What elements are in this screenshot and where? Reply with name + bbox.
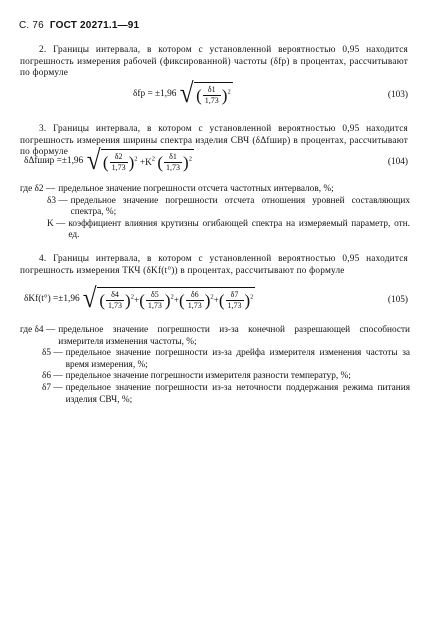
eq105-mid: =±1,96 [53, 294, 80, 305]
definition: где δ2 — предельное значение погрешности отсчета частотных интервалов, %; [20, 184, 334, 194]
eq105-lhs: δKf(t°) [24, 294, 51, 305]
definitions-1 [20, 184, 410, 242]
paragraph-4: 4. Границы интервала, в котором с установленной вероятностью 0,95 находится погрешность измерения ТКЧ (δKf(t°)) в процентах, рассчитывают по формуле [20, 254, 408, 276]
definition: δ3 — предельное значение погрешности отсчета отношения уровней составляющих спектра, %; [47, 195, 410, 218]
sqrt-sign: √ [179, 78, 194, 109]
eq104-lhs: δΔfшир [24, 156, 55, 167]
equation-105: δKf(t°) =±1,96 √ ( $\frac{\delta 4}{1,73}$ )$^2$+( $\frac{\delta 5}{1,73}$ )$^2$+( $\frac{\delta 6}{1,73}$ )$^2$+( $\frac{\delta 7}{1,73}$ )$^2$ (105) [24, 283, 408, 314]
definition: δ5 — предельное значение погрешности из-за дрейфа измерителя изменения частоты за время измерения, %; [42, 348, 410, 370]
page-header [19, 20, 139, 33]
definitions-2 [20, 325, 410, 406]
equation-103: δfp = ±1,96 √ ( $\frac{\delta 1}{1,73}$ )$^2$ (103) [133, 78, 408, 109]
sqrt-sign: √ [82, 283, 97, 314]
equation-104: δΔfшир =±1,96 √ ( $\frac{\delta 2}{1,73}$ )$^2 +K^2$ ( $\frac{\delta 1}{1,73}$ )$^2$ (104) [24, 145, 408, 176]
equation-number: (103) [387, 90, 408, 100]
eq103-lhs: δfp [133, 89, 146, 100]
equation-number: (104) [387, 157, 408, 167]
definition: K — коэффициент влияния крутизны огибающей спектра на измеряемый параметр, отн. ед. [47, 218, 410, 241]
equation-number: (105) [387, 295, 408, 305]
page-number: С. 76 [19, 20, 44, 31]
eq104-mid: =±1,96 [56, 156, 84, 167]
standard-code: ГОСТ 20271.1—91 [49, 20, 140, 31]
fraction: $\frac{\delta 1}{1,73}$ [204, 85, 219, 105]
definition: δ7 — предельное значение погрешности из-за неточности поддержания режима питания изделия СВЧ, %; [42, 383, 410, 405]
definition: где δ4 — предельное значение погрешности из-за конечной разрешающей способности измерителя изменения частоты, %; [20, 325, 410, 347]
eq103-mid: = ±1,96 [147, 89, 177, 100]
paragraph-2: 2. Границы интервала, в котором с установленной вероятностью 0,95 находится погрешность измерения рабочей (фиксированной) частоты (δfp) в процентах, рассчитывают по формуле [20, 45, 408, 79]
definition: δ6 — предельное значение погрешности измерителя разности температур, %; [42, 371, 351, 382]
sqrt-sign: √ [86, 145, 101, 176]
paragraph-3: 3. Границы интервала, в котором с установленной вероятностью 0,95 находится погрешность измерения ширины спектра изделия СВЧ (δΔfшир) в процентах, рассчитывают по формуле [20, 124, 408, 158]
